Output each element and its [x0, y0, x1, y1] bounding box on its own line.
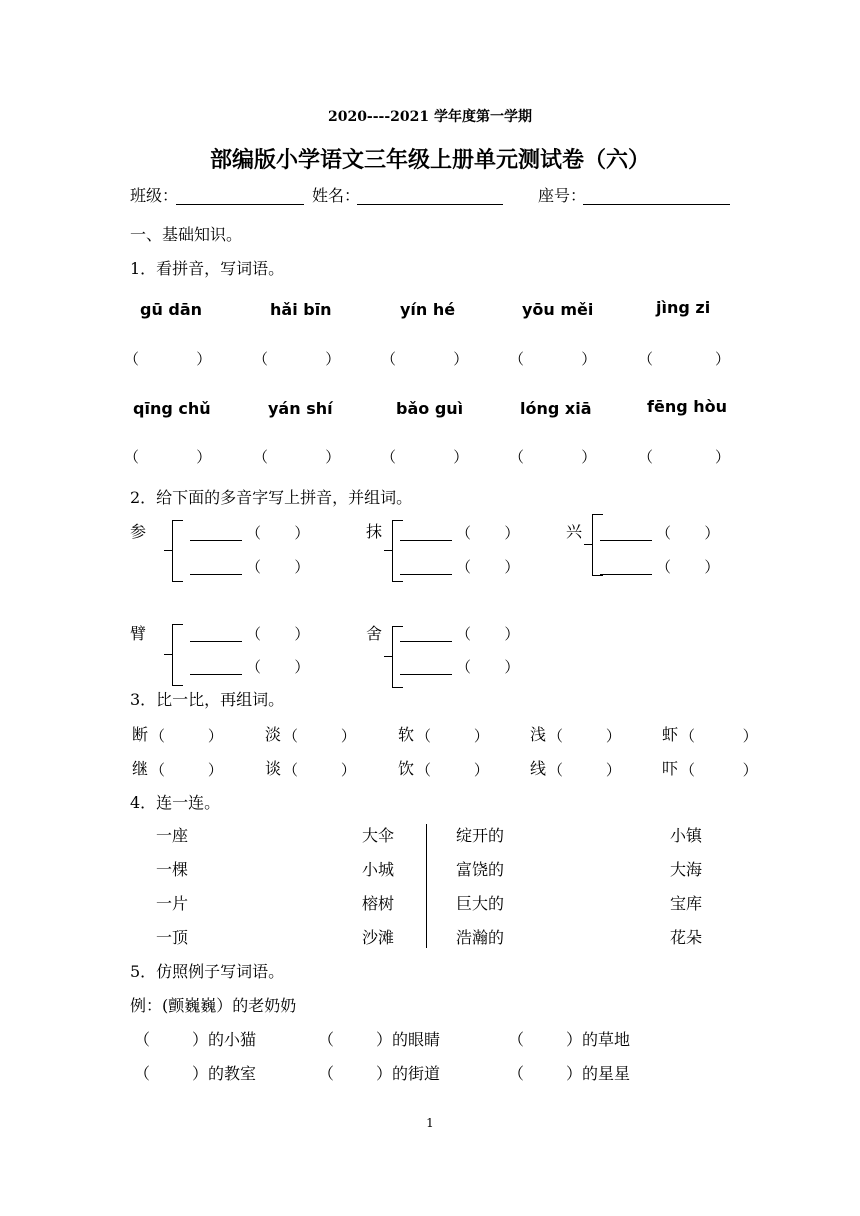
fill-suffix: ）的街道 — [376, 1064, 441, 1083]
brace — [384, 550, 392, 551]
word-paren[interactable]: （ ） — [416, 761, 489, 779]
compare-char: 虾 — [662, 725, 679, 744]
q4-title: 4．连一连。 — [130, 793, 221, 812]
pinyin: qīng chǔ — [133, 399, 211, 418]
word-paren[interactable]: （ ） — [150, 761, 223, 779]
match-item[interactable]: 小城 — [362, 860, 395, 879]
pinyin-blank[interactable] — [600, 540, 652, 541]
school-year: 2020----2021 学年度第一学期 — [327, 109, 533, 125]
word-paren[interactable]: （ ） — [150, 727, 223, 745]
word-paren[interactable]: （ ） — [656, 524, 720, 542]
word-paren[interactable]: （ ） — [548, 761, 621, 779]
compare-char: 谈 — [265, 759, 282, 778]
brace — [392, 520, 403, 582]
word-paren[interactable]: （ ） — [283, 727, 356, 745]
polyphone-char: 参 — [130, 522, 147, 541]
q2-title: 2．给下面的多音字写上拼音，并组词。 — [130, 488, 413, 507]
compare-char: 继 — [132, 759, 149, 778]
pinyin: yín hé — [400, 300, 456, 319]
pinyin: fēng hòu — [647, 397, 727, 416]
word-paren[interactable]: （ ） — [456, 558, 520, 576]
q5-example: 例：(颤巍巍）的老奶奶 — [130, 996, 297, 1015]
answer-paren[interactable]: （ ） — [638, 448, 730, 466]
pinyin-blank[interactable] — [190, 540, 242, 541]
answer-paren[interactable]: （ ） — [381, 350, 469, 368]
word-paren[interactable]: （ ） — [416, 727, 489, 745]
q1-title: 1．看拼音，写词语。 — [130, 259, 285, 278]
word-paren[interactable]: （ ） — [548, 727, 621, 745]
pinyin: jìng zi — [656, 298, 711, 317]
fill-suffix: ）的星星 — [566, 1064, 631, 1083]
match-item[interactable]: 一座 — [156, 826, 189, 845]
pinyin-blank[interactable] — [400, 641, 452, 642]
brace — [392, 626, 403, 688]
pinyin: yán shí — [268, 399, 333, 418]
polyphone-char: 抹 — [366, 522, 383, 541]
brace — [584, 544, 592, 545]
answer-paren[interactable]: （ ） — [253, 350, 341, 368]
fill-blank[interactable]: （ — [318, 1030, 370, 1049]
class-label: 班级： — [130, 186, 179, 205]
brace — [164, 654, 172, 655]
page-number: 1 — [426, 1116, 434, 1130]
fill-suffix: ）的眼睛 — [376, 1030, 441, 1049]
pinyin-blank[interactable] — [190, 674, 242, 675]
fill-suffix: ）的教室 — [192, 1064, 257, 1083]
word-paren[interactable]: （ ） — [246, 558, 310, 576]
compare-char: 线 — [530, 759, 547, 778]
pinyin-blank[interactable] — [400, 574, 452, 575]
word-paren[interactable]: （ ） — [246, 658, 310, 676]
fill-blank[interactable]: （ — [508, 1064, 560, 1083]
pinyin-blank[interactable] — [600, 574, 652, 575]
fill-blank[interactable]: （ — [134, 1064, 186, 1083]
compare-char: 吓 — [662, 759, 679, 778]
page-title: 部编版小学语文三年级上册单元测试卷（六） — [209, 147, 650, 173]
pinyin-blank[interactable] — [190, 574, 242, 575]
brace — [164, 550, 172, 551]
answer-paren[interactable]: （ ） — [253, 448, 341, 466]
name-label: 姓名： — [312, 186, 361, 205]
answer-paren[interactable]: （ ） — [509, 350, 597, 368]
class-field[interactable] — [176, 204, 304, 205]
match-item[interactable]: 一顶 — [156, 928, 189, 947]
pinyin-blank[interactable] — [190, 641, 242, 642]
match-item[interactable]: 巨大的 — [456, 894, 505, 913]
match-item[interactable]: 花朵 — [670, 928, 703, 947]
pinyin: bǎo guì — [396, 399, 464, 418]
q5-title: 5．仿照例子写词语。 — [130, 962, 285, 981]
polyphone-char: 兴 — [566, 522, 583, 541]
pinyin: yōu měi — [522, 300, 594, 319]
match-item[interactable]: 一片 — [156, 894, 189, 913]
name-field[interactable] — [357, 204, 503, 205]
match-item[interactable]: 小镇 — [670, 826, 703, 845]
fill-blank[interactable]: （ — [508, 1030, 560, 1049]
fill-blank[interactable]: （ — [318, 1064, 370, 1083]
match-item[interactable]: 浩瀚的 — [456, 928, 505, 947]
answer-paren[interactable]: （ ） — [124, 448, 212, 466]
match-item[interactable]: 宝库 — [670, 894, 703, 913]
compare-char: 淡 — [265, 725, 282, 744]
fill-suffix: ）的小猫 — [192, 1030, 257, 1049]
answer-paren[interactable]: （ ） — [638, 350, 730, 368]
match-item[interactable]: 沙滩 — [362, 928, 395, 947]
section-1-heading: 一、基础知识。 — [130, 225, 243, 244]
pinyin-blank[interactable] — [400, 540, 452, 541]
fill-blank[interactable]: （ — [134, 1030, 186, 1049]
word-paren[interactable]: （ ） — [456, 524, 520, 542]
polyphone-char: 舍 — [366, 624, 383, 643]
match-item[interactable]: 一棵 — [156, 860, 189, 879]
word-paren[interactable]: （ ） — [680, 761, 758, 779]
q3-title: 3．比一比，再组词。 — [130, 690, 285, 709]
divider — [426, 824, 427, 948]
brace — [172, 520, 183, 582]
word-paren[interactable]: （ ） — [680, 727, 758, 745]
seat-label: 座号： — [538, 186, 587, 205]
match-item[interactable]: 大伞 — [362, 826, 395, 845]
pinyin: hǎi bīn — [270, 300, 332, 319]
word-paren[interactable]: （ ） — [456, 658, 520, 676]
compare-char: 断 — [132, 725, 149, 744]
match-item[interactable]: 富饶的 — [456, 860, 505, 879]
pinyin: gū dān — [140, 300, 203, 319]
answer-paren[interactable]: （ ） — [124, 350, 212, 368]
word-paren[interactable]: （ ） — [456, 625, 520, 643]
match-item[interactable]: 绽开的 — [456, 826, 505, 845]
compare-char: 浅 — [530, 725, 547, 744]
fill-suffix: ）的草地 — [566, 1030, 631, 1049]
answer-paren[interactable]: （ ） — [381, 448, 469, 466]
compare-char: 饮 — [398, 759, 415, 778]
word-paren[interactable]: （ ） — [246, 524, 310, 542]
word-paren[interactable]: （ ） — [283, 761, 356, 779]
pinyin-blank[interactable] — [400, 674, 452, 675]
pinyin: lóng xiā — [520, 399, 592, 418]
match-item[interactable]: 大海 — [670, 860, 703, 879]
word-paren[interactable]: （ ） — [656, 558, 720, 576]
word-paren[interactable]: （ ） — [246, 625, 310, 643]
brace — [592, 514, 603, 576]
seat-field[interactable] — [583, 204, 730, 205]
brace — [384, 656, 392, 657]
polyphone-char: 臂 — [130, 624, 147, 643]
compare-char: 软 — [398, 725, 415, 744]
answer-paren[interactable]: （ ） — [509, 448, 597, 466]
brace — [172, 624, 183, 686]
match-item[interactable]: 榕树 — [362, 894, 395, 913]
